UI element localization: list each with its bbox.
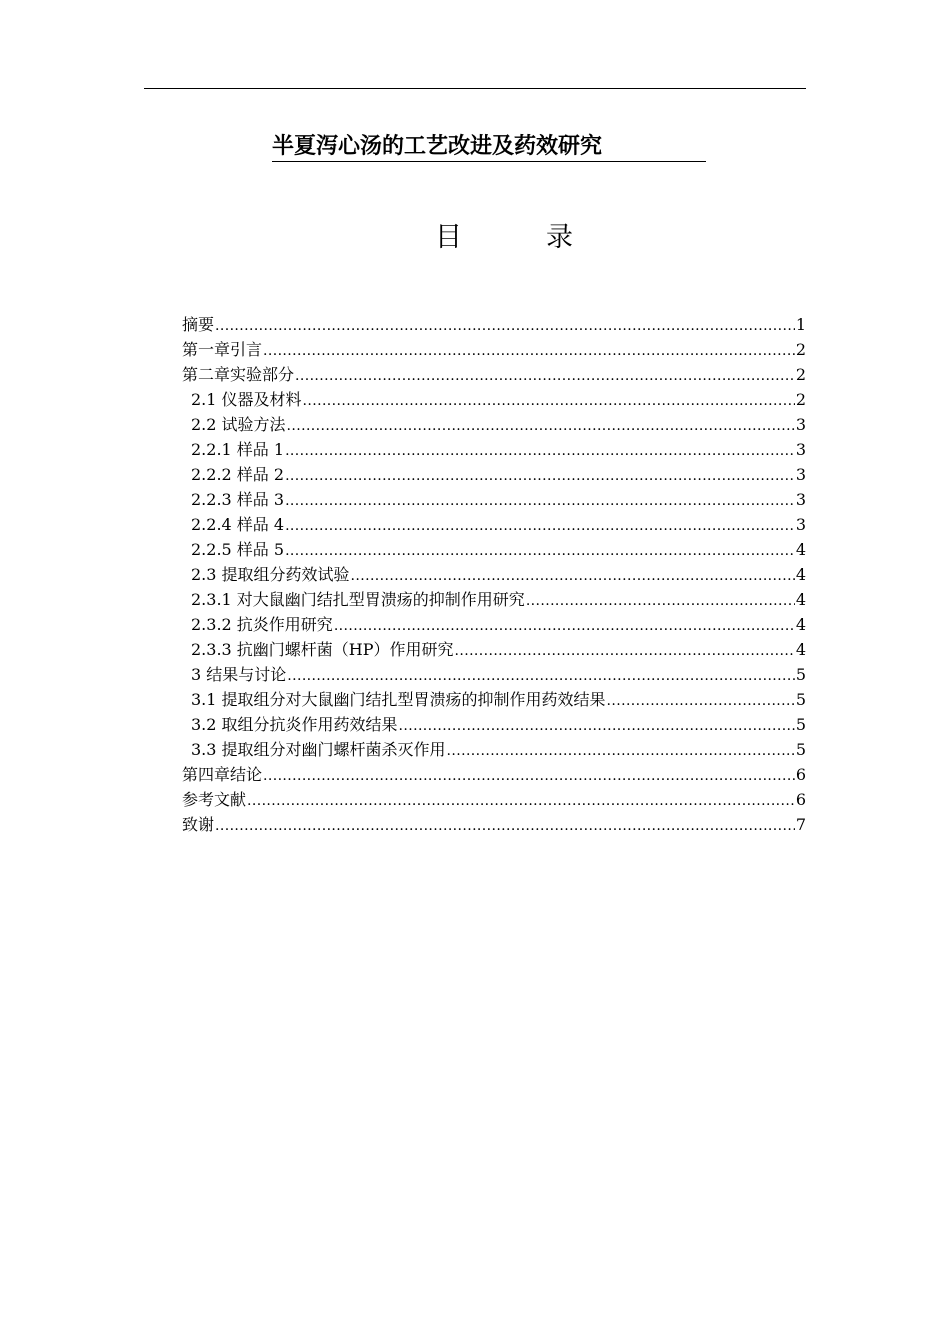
toc-entry[interactable] (182, 737, 806, 762)
toc-leader-dots (285, 489, 795, 514)
toc-entry-label: 第二章实验部分 (182, 365, 295, 384)
toc-entry-label: 3.1 提取组分对大鼠幽门结扎型胃溃疡的抑制作用药效结果 (191, 690, 606, 709)
toc-entry[interactable] (182, 687, 806, 712)
toc-leader-dots (303, 389, 795, 414)
toc-entry-label: 2.2.3 样品 3 (191, 490, 285, 509)
toc-leader-dots (455, 639, 795, 664)
toc-entry-page: 5 (795, 715, 806, 734)
toc-entry-label: 2.3.3 抗幽门螺杆菌（HP）作用研究 (191, 640, 454, 659)
toc-entry[interactable] (182, 612, 806, 637)
toc-entry-label: 2.2.4 样品 4 (191, 515, 285, 534)
toc-leader-dots (285, 439, 795, 464)
toc-entry-label: 2.2.5 样品 5 (191, 540, 285, 559)
toc-entry-page: 6 (795, 790, 806, 809)
toc-entry-page: 4 (795, 615, 806, 634)
toc-leader-dots (285, 514, 795, 539)
toc-entry-label: 摘要 (182, 315, 215, 334)
toc-leader-dots (447, 739, 795, 764)
toc-heading-char-2: 录 (546, 222, 573, 253)
toc-entry-label: 第一章引言 (182, 340, 263, 359)
toc-entry-label: 2.2.1 样品 1 (191, 440, 285, 459)
toc-entry-page: 2 (795, 390, 806, 409)
toc-entry-label: 3.3 提取组分对幽门螺杆菌杀灭作用 (191, 740, 446, 759)
toc-heading-char-1: 目 (435, 222, 462, 253)
toc-entry-page: 3 (795, 440, 806, 459)
toc-entry-label: 2.3.2 抗炎作用研究 (191, 615, 333, 634)
toc-entry[interactable] (182, 337, 806, 362)
toc-entry-page: 5 (795, 665, 806, 684)
toc-entry-page: 4 (795, 640, 806, 659)
toc-entry[interactable] (182, 412, 806, 437)
toc-leader-dots (351, 564, 795, 589)
toc-entry-label: 2.3.1 对大鼠幽门结扎型胃溃疡的抑制作用研究 (191, 590, 525, 609)
toc-leader-dots (215, 814, 795, 839)
toc-entry[interactable] (182, 462, 806, 487)
toc-entry[interactable] (182, 662, 806, 687)
toc-leader-dots (607, 689, 795, 714)
toc-leader-dots (399, 714, 795, 739)
toc-entry-page: 4 (795, 565, 806, 584)
toc-entry-page: 2 (795, 365, 806, 384)
table-of-contents (182, 312, 806, 837)
toc-entry-page: 3 (795, 490, 806, 509)
toc-leader-dots (287, 414, 795, 439)
toc-entry-page: 4 (795, 590, 806, 609)
header-rule (144, 88, 806, 89)
toc-entry-label: 2.2 试验方法 (191, 415, 286, 434)
toc-entry-page: 5 (795, 740, 806, 759)
toc-entry[interactable] (182, 312, 806, 337)
toc-entry-label: 2.3 提取组分药效试验 (191, 565, 350, 584)
toc-entry[interactable] (182, 387, 806, 412)
toc-entry[interactable] (182, 712, 806, 737)
toc-entry-page: 2 (795, 340, 806, 359)
toc-entry-label: 第四章结论 (182, 765, 263, 784)
toc-entry-page: 5 (795, 690, 806, 709)
toc-entry-label: 参考文献 (182, 790, 247, 809)
toc-entry-page: 3 (795, 415, 806, 434)
toc-entry[interactable] (182, 537, 806, 562)
toc-entry-page: 7 (795, 815, 806, 834)
toc-entry-label: 2.2.2 样品 2 (191, 465, 285, 484)
toc-leader-dots (285, 464, 795, 489)
toc-leader-dots (334, 614, 795, 639)
toc-entry-label: 致谢 (182, 815, 215, 834)
toc-entry[interactable] (182, 362, 806, 387)
toc-entry[interactable] (182, 512, 806, 537)
toc-entry-label: 3.2 取组分抗炎作用药效结果 (191, 715, 398, 734)
toc-entry[interactable] (182, 487, 806, 512)
toc-entry-page: 1 (795, 315, 806, 334)
toc-entry-label: 2.1 仪器及材料 (191, 390, 302, 409)
toc-leader-dots (263, 339, 795, 364)
toc-leader-dots (295, 364, 795, 389)
toc-leader-dots (247, 789, 795, 814)
toc-entry-page: 6 (795, 765, 806, 784)
toc-entry[interactable] (182, 637, 806, 662)
toc-entry[interactable] (182, 762, 806, 787)
toc-entry-page: 4 (795, 540, 806, 559)
toc-entry[interactable] (182, 437, 806, 462)
document-title: 半夏泻心汤的工艺改进及药效研究 (272, 132, 706, 162)
toc-leader-dots (215, 314, 795, 339)
toc-heading (0, 220, 950, 256)
toc-entry[interactable] (182, 812, 806, 837)
toc-entry-page: 3 (795, 515, 806, 534)
toc-leader-dots (263, 764, 795, 789)
toc-leader-dots (287, 664, 795, 689)
toc-entry[interactable] (182, 587, 806, 612)
toc-entry-page: 3 (795, 465, 806, 484)
toc-entry[interactable] (182, 787, 806, 812)
toc-entry[interactable] (182, 562, 806, 587)
toc-leader-dots (526, 589, 795, 614)
toc-entry-label: 3 结果与讨论 (191, 665, 287, 684)
toc-leader-dots (285, 539, 795, 564)
